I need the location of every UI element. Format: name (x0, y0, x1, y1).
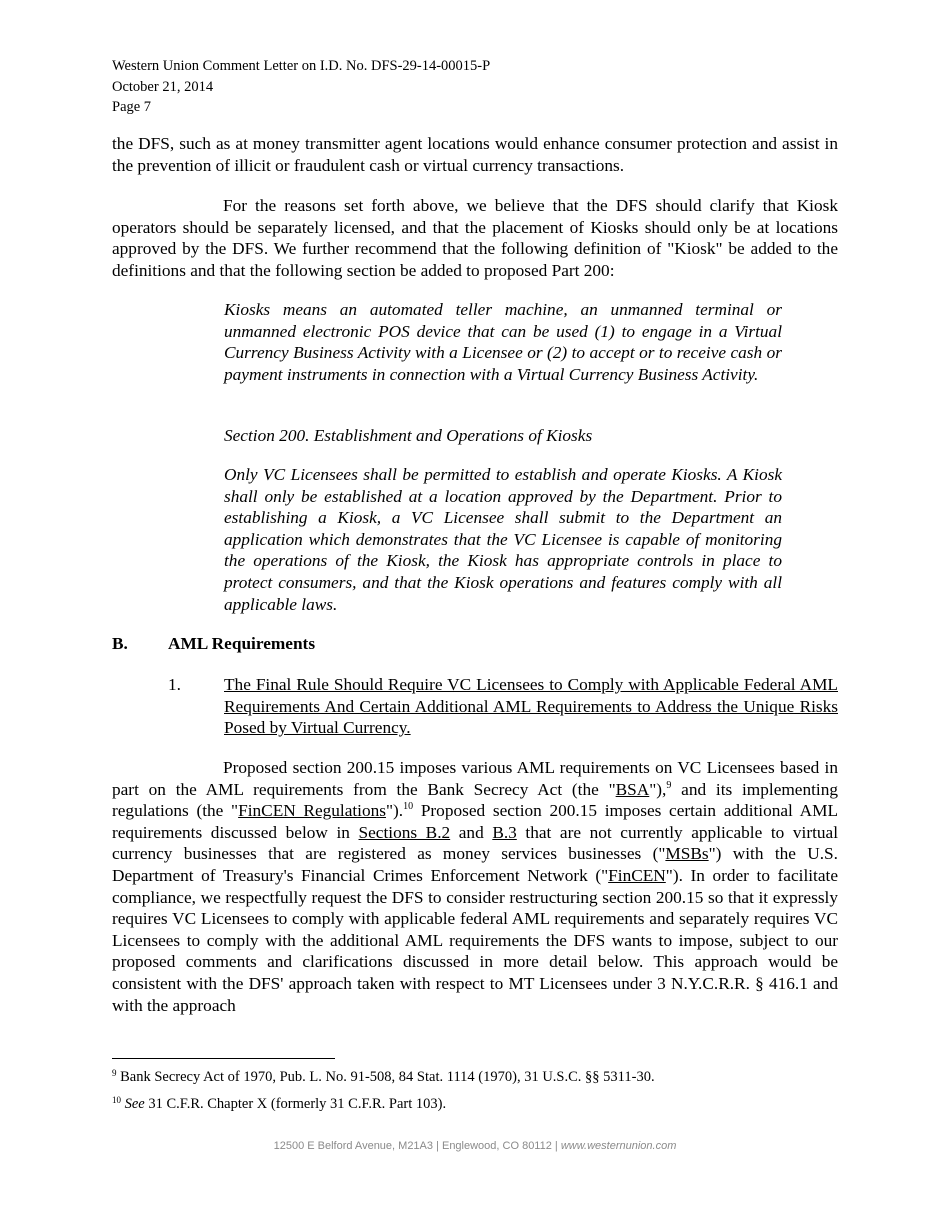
text-run: that are not currently applicable to virtual currency businesses that are registered as money services businesses (" (112, 822, 838, 864)
letter-header (112, 56, 490, 118)
quote-kiosk-operations: Only VC Licensees shall be permitted to establish and operate Kiosks. A Kiosk shall only be established at a location approved by the Department. Prior to establishing a Kiosk, a VC Licensee shall submit to the Department an application which demonstrates that the VC Licensee is capable of monitoring the operations of the Kiosk, the Kiosk has appropriate controls in place to protect consumers, and that the Kiosk operations and features comply with all applicable laws. (224, 465, 782, 614)
paragraph-kiosk-recommendation: For the reasons set forth above, we believe that the DFS should clarify that Kiosk operators should be separately licensed, and that the placement of Kiosks should only be at locations approved by the DFS. We further recommend that the following definition of "Kiosk" be added to the definitions and that the following section be added to proposed Part 200: (112, 196, 838, 280)
footer-address: 12500 E Belford Avenue, M21A3 | Englewood, CO 80112 | (273, 1140, 561, 1152)
footnote-number-10: 10 (112, 1095, 121, 1105)
paragraph-aml-requirements (112, 757, 838, 1016)
section-title: AML Requirements (168, 634, 316, 653)
page-footer (0, 1140, 950, 1152)
footnote-ref-10: 10 (403, 801, 414, 813)
footnote-text-10: 31 C.F.R. Chapter X (formerly 31 C.F.R. Part 103). (144, 1096, 447, 1112)
text-run: "). (385, 801, 404, 821)
footer-url: www.westernunion.com (560, 1140, 677, 1152)
header-title: Western Union Comment Letter on I.D. No. DFS-29-14-00015-P (112, 58, 491, 74)
text-run: "), (649, 779, 667, 799)
term-fincen: FinCEN (608, 865, 666, 885)
footnote-ref-9: 9 (666, 779, 672, 791)
quote-section-heading: Section 200. Establishment and Operations of Kiosks (224, 426, 593, 445)
item-title: The Final Rule Should Require VC Licensees to Comply with Applicable Federal AML Requirements And Certain Additional AML Requirements to Address the Unique Risks Posed by Virtual Currency. (224, 675, 838, 738)
section-letter: B. (112, 634, 128, 653)
header-page-number: Page 7 (112, 99, 152, 115)
text-run: ") with the U.S. Department of Treasury's Financial Crimes Enforcement Network (" (112, 844, 838, 885)
term-msbs: MSBs (665, 844, 709, 864)
term-fincen-regulations: FinCEN Regulations (238, 801, 386, 821)
footnote-10 (112, 1095, 446, 1113)
cross-ref-b3: B.3 (492, 822, 517, 842)
paragraph-continuation: the DFS, such as at money transmitter agent locations would enhance consumer protection and assist in the prevention of illicit or fraudulent cash or virtual currency transactions. (112, 134, 838, 175)
section-heading (112, 633, 315, 655)
footnote-divider (112, 1058, 335, 1059)
text-run: and (450, 822, 493, 842)
footnote-9 (112, 1068, 655, 1086)
footnote-number-9: 9 (112, 1068, 117, 1078)
term-bsa: BSA (615, 779, 650, 799)
cross-ref-sections-b2: Sections B.2 (358, 822, 451, 842)
footnote-text-9: Bank Secrecy Act of 1970, Pub. L. No. 91-508, 84 Stat. 1114 (1970), 31 U.S.C. §§ 5311-30. (116, 1069, 655, 1085)
text-run: and its implementing regulations (the " (112, 779, 838, 821)
quote-kiosk-definition: Kiosks means an automated teller machine, an unmanned terminal or unmanned electronic POS device that can be used (1) to engage in a Virtual Currency Business Activity with a Licensee or (2) to accept or to receive cash or payment instruments in connection with a Virtual Currency Business Activity. (224, 300, 782, 384)
text-run: Proposed section 200.15 imposes various AML requirements on VC Licensees based in part on the AML requirements from the Bank Secrecy Act (the " (112, 758, 838, 799)
text-run: "). In order to facilitate compliance, we respectfully request the DFS to consider restructuring section 200.15 so that it expressly requires VC Licensees to comply with applicable federal AML requirements and separately requires VC Licensees to comply with the additional AML requirements the DFS wants to impose, subject to our proposed comments and clarifications discussed in more detail below. This approach would be consistent with the DFS' approach taken with respect to MT Licensees under 3 N.Y.C.R.R. § 416.1 and with the approach (112, 865, 838, 1015)
header-date: October 21, 2014 (112, 78, 214, 95)
item-number: 1. (168, 675, 181, 694)
text-run: Proposed section 200.15 imposes certain additional AML requirements discussed below in (112, 801, 838, 842)
footnote-see: See (124, 1096, 145, 1112)
